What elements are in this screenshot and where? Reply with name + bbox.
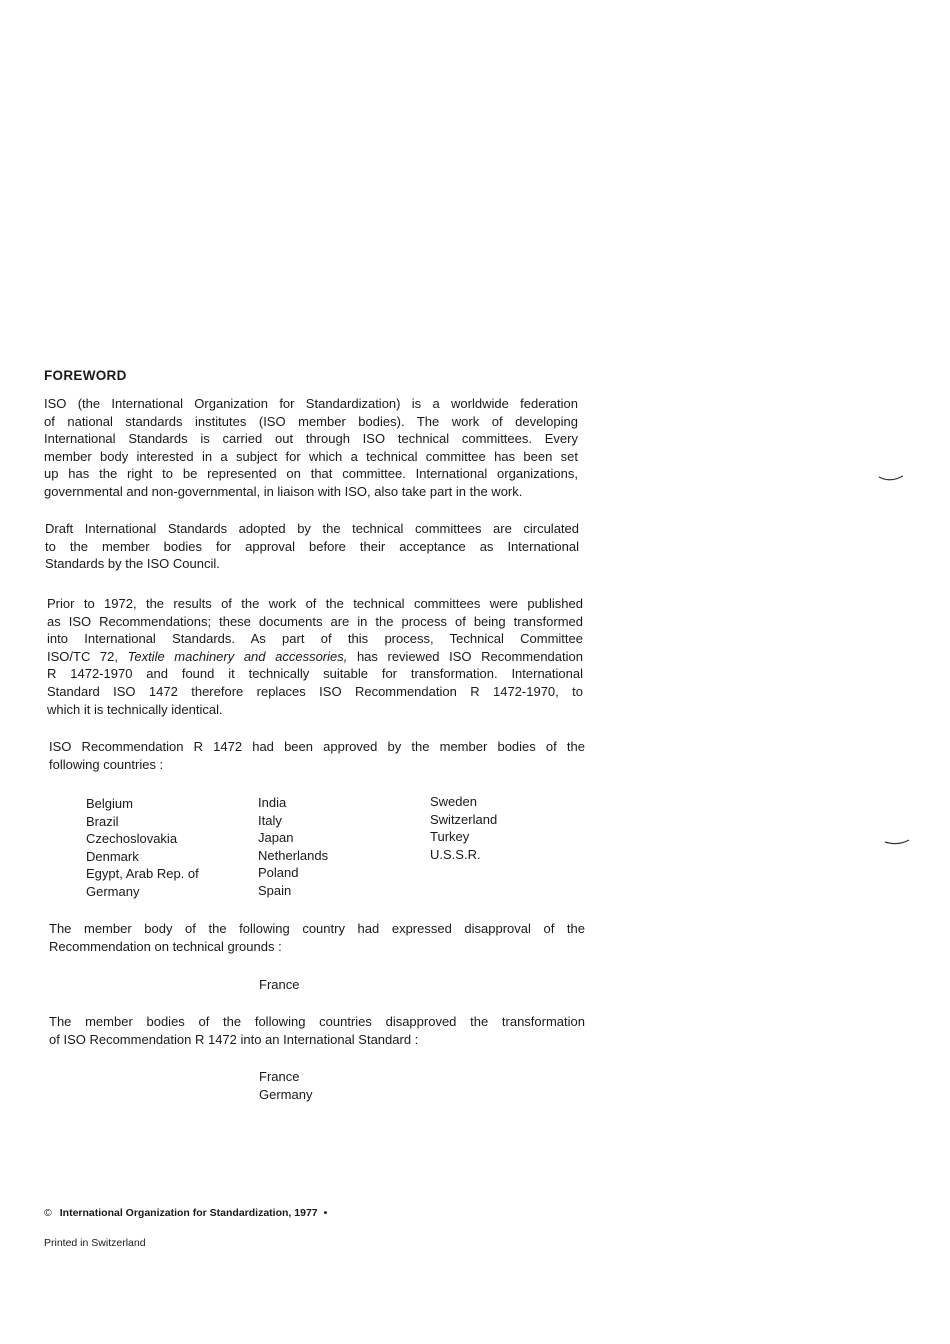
paragraph-line: member body interested in a subject for which a technical committee has been set <box>44 448 578 464</box>
copyright-line <box>44 1207 327 1219</box>
approving-countries-column-3 <box>430 793 497 863</box>
approving-countries-column-1 <box>86 795 199 901</box>
scan-artifact-icon <box>878 474 904 484</box>
country-item: Germany <box>86 883 140 899</box>
paragraph-line: ISO Recommendation R 1472 had been approved by the member bodies of the <box>49 739 585 754</box>
scan-artifact-icon <box>884 837 910 847</box>
paragraph-line: Draft International Standards adopted by the technical committees are circulated <box>45 521 579 536</box>
paragraph-line: ISO (the International Organization for Standardization) is a worldwide federation <box>44 396 578 411</box>
country-item: U.S.S.R. <box>430 846 481 862</box>
paragraph-technical-disapproval <box>49 920 585 955</box>
country-item: Sweden <box>430 794 477 809</box>
country-item: Netherlands <box>258 847 329 863</box>
country-item: Egypt, Arab Rep. of <box>86 866 199 882</box>
bullet-icon: • <box>323 1207 328 1219</box>
country-item: Turkey <box>430 829 470 845</box>
country-item: Italy <box>258 812 282 828</box>
country-item: Japan <box>258 830 294 846</box>
paragraph-line: as ISO Recommendations; these documents are in the process of being transformed <box>47 613 583 629</box>
paragraph-line: Prior to 1972, the results of the work of the technical committees were published <box>47 596 583 611</box>
paragraph-line: International Standards is carried out through ISO technical committees. Every <box>44 431 578 447</box>
paragraph-line: R 1472-1970 and found it technically suitable for transformation. International <box>47 666 583 682</box>
country-item: India <box>258 795 287 810</box>
paragraph-line: which it is technically identical. <box>47 701 223 717</box>
paragraph-line: of national standards institutes (ISO member bodies). The work of developing <box>44 413 578 429</box>
country-item: Germany <box>259 1086 313 1102</box>
committee-reference: ISO/TC 72, <box>47 648 118 664</box>
country-item: France <box>259 1069 300 1084</box>
paragraph-iso-description <box>44 395 578 501</box>
committee-title: Textile machinery and accessories, <box>127 648 348 664</box>
paragraph-line: Standards by the ISO Council. <box>45 556 220 572</box>
country-item: Brazil <box>86 813 119 829</box>
country-item: Denmark <box>86 848 139 864</box>
paragraph-text: has reviewed ISO Recommendation <box>356 648 583 664</box>
paragraph-approval-intro <box>49 738 585 773</box>
paragraph-transformation-disapproval <box>49 1013 585 1048</box>
paragraph-line <box>47 648 583 666</box>
foreword-heading: FOREWORD <box>44 368 127 383</box>
country-item: Czechoslovakia <box>86 831 178 847</box>
paragraph-line: following countries : <box>49 756 164 772</box>
country-item: Switzerland <box>430 811 498 827</box>
transformation-disapproving-country-list <box>259 1068 312 1103</box>
paragraph-line: up has the right to be represented on that committee. International organizations, <box>44 466 578 482</box>
country-item: Spain <box>258 882 292 898</box>
paragraph-line: governmental and non-governmental, in liaison with ISO, also take part in the work. <box>44 483 523 499</box>
paragraph-line: Recommendation on technical grounds : <box>49 938 282 954</box>
paragraph-transformation-history <box>47 595 583 718</box>
country-item: Belgium <box>86 796 133 811</box>
paragraph-line: into International Standards. As part of this process, Technical Committee <box>47 631 583 647</box>
paragraph-draft-standards <box>45 520 579 573</box>
country-item: France <box>259 977 300 992</box>
approving-countries-column-2 <box>258 794 328 900</box>
paragraph-line: to the member bodies for approval before their acceptance as International <box>45 538 579 554</box>
disapproving-country-list <box>259 976 299 994</box>
copyright-text: International Organization for Standardization, 1977 <box>59 1207 318 1219</box>
printed-location: Printed in Switzerland <box>44 1237 146 1249</box>
paragraph-line: Standard ISO 1472 therefore replaces ISO Recommendation R 1472-1970, to <box>47 683 583 699</box>
paragraph-line: of ISO Recommendation R 1472 into an International Standard : <box>49 1031 419 1047</box>
country-item: Poland <box>258 865 299 881</box>
paragraph-line: The member body of the following country had expressed disapproval of the <box>49 921 585 936</box>
paragraph-line: The member bodies of the following countries disapproved the transformation <box>49 1014 585 1029</box>
copyright-symbol: © <box>44 1207 52 1219</box>
